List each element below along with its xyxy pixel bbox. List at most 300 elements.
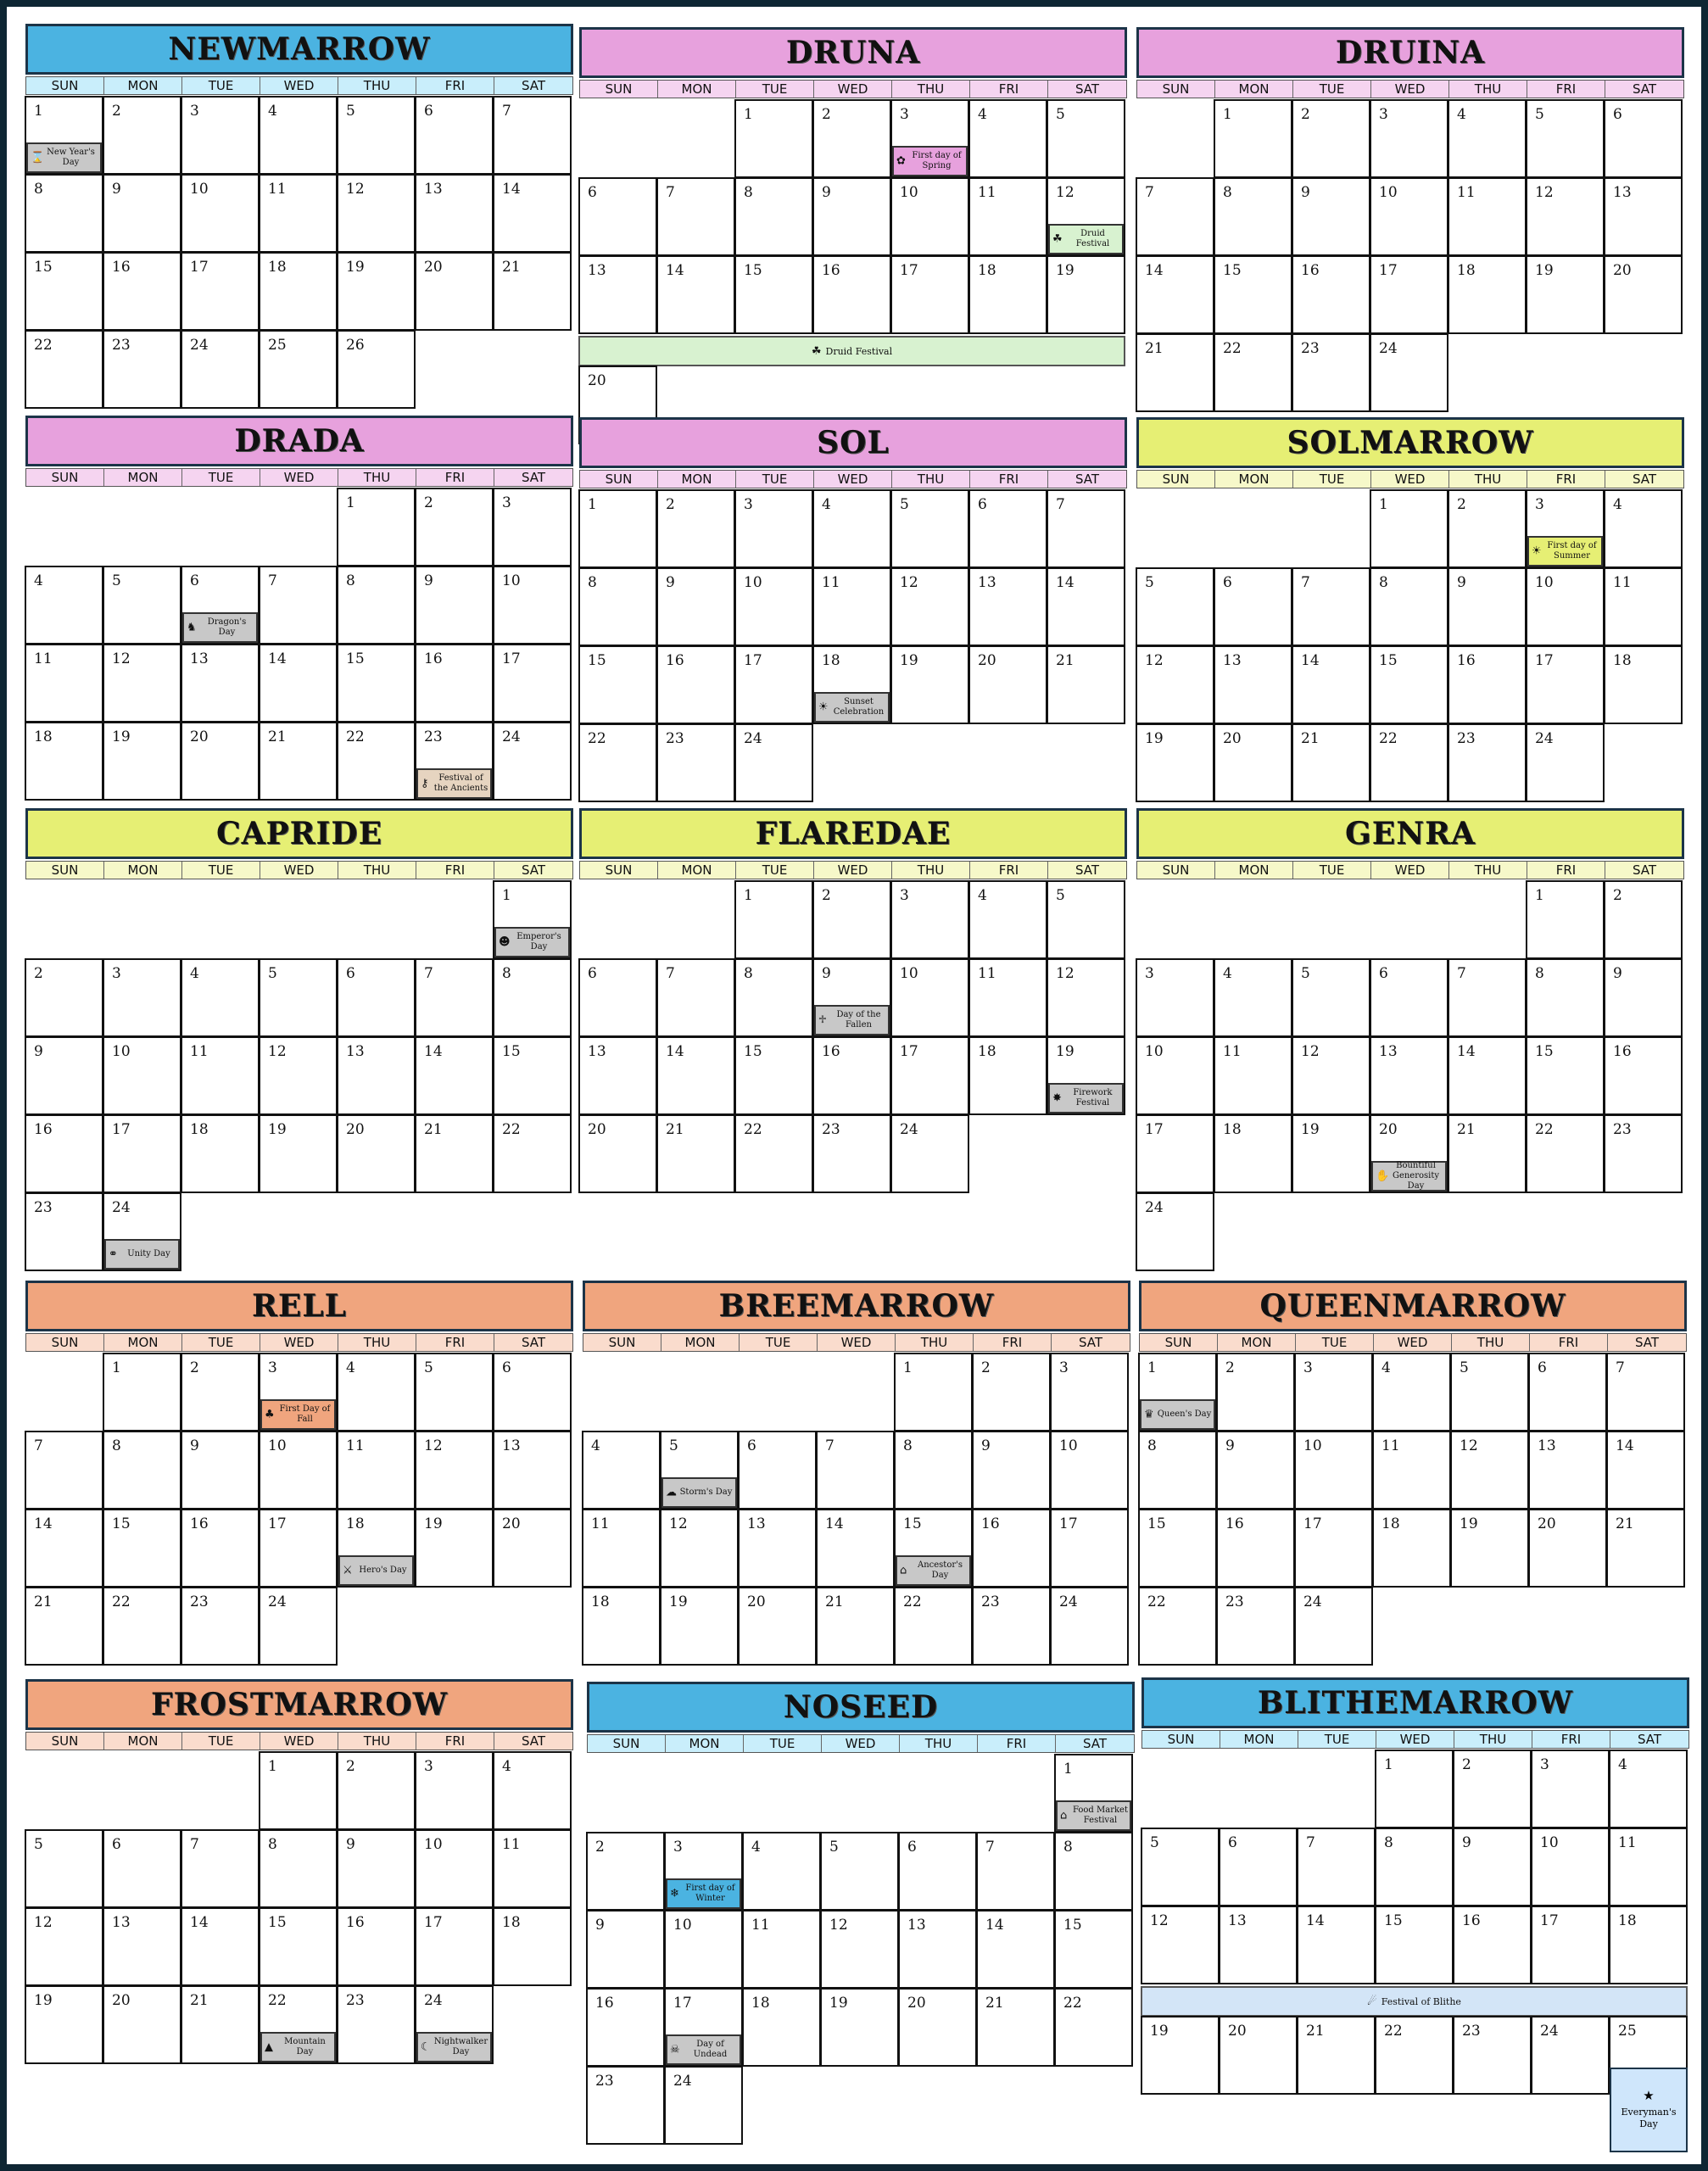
day-cell[interactable]: [1136, 567, 1214, 646]
day-cell[interactable]: [582, 1509, 661, 1588]
day-cell[interactable]: [816, 1431, 895, 1510]
day-cell[interactable]: [1219, 1828, 1298, 1906]
day-cell[interactable]: [812, 645, 891, 724]
day-cell[interactable]: [820, 1832, 899, 1911]
day-cell[interactable]: [578, 645, 657, 724]
day-cell[interactable]: [894, 1431, 973, 1510]
day-cell[interactable]: [415, 174, 494, 253]
day-cell[interactable]: [968, 489, 1047, 568]
day-cell[interactable]: [493, 722, 572, 801]
day-cell[interactable]: [664, 1910, 743, 1989]
day-cell[interactable]: [578, 1036, 657, 1115]
day-cell[interactable]: [1136, 723, 1214, 802]
day-cell[interactable]: [181, 1907, 260, 1986]
day-cell[interactable]: [103, 1907, 181, 1986]
day-cell[interactable]: [578, 1114, 657, 1193]
day-cell[interactable]: [493, 880, 572, 959]
day-cell[interactable]: [259, 722, 338, 801]
holiday-badge[interactable]: [1056, 1800, 1131, 1831]
day-cell[interactable]: [664, 2066, 743, 2145]
day-cell[interactable]: [1047, 99, 1125, 178]
day-cell[interactable]: [1375, 1828, 1454, 1906]
day-cell[interactable]: [1448, 1036, 1527, 1115]
day-cell[interactable]: [259, 252, 338, 331]
day-cell[interactable]: [1214, 567, 1292, 646]
day-cell[interactable]: [968, 567, 1047, 646]
day-cell[interactable]: [1370, 177, 1448, 256]
day-cell[interactable]: [1047, 177, 1125, 256]
day-cell[interactable]: [1292, 1114, 1370, 1193]
day-cell[interactable]: [415, 1829, 494, 1908]
day-cell[interactable]: [968, 1036, 1047, 1115]
day-cell[interactable]: [493, 1509, 572, 1588]
day-cell[interactable]: [660, 1587, 739, 1666]
day-cell[interactable]: [1604, 255, 1683, 334]
day-cell[interactable]: [812, 99, 891, 178]
day-cell[interactable]: [493, 1036, 572, 1115]
day-cell[interactable]: [1216, 1431, 1295, 1510]
day-cell[interactable]: [1609, 1828, 1688, 1906]
day-cell[interactable]: [493, 1353, 572, 1432]
day-cell[interactable]: [734, 567, 813, 646]
day-cell[interactable]: [812, 1036, 891, 1115]
day-cell[interactable]: [493, 1907, 572, 1986]
day-cell[interactable]: [181, 644, 260, 723]
day-cell[interactable]: [656, 177, 735, 256]
day-cell[interactable]: [1609, 1750, 1688, 1828]
day-cell[interactable]: [742, 1910, 821, 1989]
day-cell[interactable]: [1219, 1906, 1298, 1984]
day-cell[interactable]: [1214, 333, 1292, 412]
day-cell[interactable]: [734, 177, 813, 256]
day-cell[interactable]: [1448, 1114, 1527, 1193]
festival-banner[interactable]: [1141, 1986, 1688, 2017]
day-cell[interactable]: [1531, 2016, 1610, 2095]
day-cell[interactable]: [337, 958, 416, 1037]
day-cell[interactable]: [738, 1509, 817, 1588]
day-cell[interactable]: [816, 1509, 895, 1588]
day-cell[interactable]: [1214, 645, 1292, 724]
day-cell[interactable]: [1526, 99, 1605, 178]
day-cell[interactable]: [1604, 1114, 1683, 1193]
holiday-badge[interactable]: [1048, 224, 1124, 254]
day-cell[interactable]: [660, 1431, 739, 1510]
day-cell[interactable]: [1526, 645, 1605, 724]
day-cell[interactable]: [1219, 2016, 1298, 2095]
day-cell[interactable]: [259, 96, 338, 175]
day-cell[interactable]: [972, 1353, 1051, 1432]
day-cell[interactable]: [1526, 177, 1605, 256]
day-cell[interactable]: [415, 1431, 494, 1510]
day-cell[interactable]: [1297, 1906, 1376, 1984]
day-cell[interactable]: [259, 330, 338, 409]
day-cell[interactable]: [1453, 1828, 1532, 1906]
day-cell[interactable]: [1292, 177, 1370, 256]
day-cell[interactable]: [1214, 1114, 1292, 1193]
day-cell[interactable]: [25, 1036, 103, 1115]
day-cell[interactable]: [1054, 1910, 1133, 1989]
day-cell[interactable]: [1136, 1192, 1214, 1271]
day-cell[interactable]: [1448, 177, 1527, 256]
day-cell[interactable]: [1216, 1587, 1295, 1666]
day-cell[interactable]: [586, 1910, 665, 1989]
day-cell[interactable]: [493, 1431, 572, 1510]
day-cell[interactable]: [1047, 645, 1125, 724]
day-cell[interactable]: [415, 1114, 494, 1193]
day-cell[interactable]: [1216, 1353, 1295, 1432]
day-cell[interactable]: [894, 1587, 973, 1666]
day-cell[interactable]: [493, 958, 572, 1037]
day-cell[interactable]: [742, 1832, 821, 1911]
day-cell[interactable]: [415, 96, 494, 175]
day-cell[interactable]: [1526, 489, 1605, 568]
holiday-badge[interactable]: [896, 1555, 971, 1586]
holiday-badge[interactable]: [416, 768, 492, 799]
day-cell[interactable]: [337, 330, 416, 409]
day-cell[interactable]: [103, 1509, 181, 1588]
day-cell[interactable]: [1528, 1509, 1607, 1588]
holiday-badge[interactable]: [1527, 536, 1603, 566]
day-cell[interactable]: [890, 645, 969, 724]
day-cell[interactable]: [890, 177, 969, 256]
day-cell[interactable]: [890, 958, 969, 1037]
day-cell[interactable]: [493, 1829, 572, 1908]
day-cell[interactable]: [1604, 958, 1683, 1037]
day-cell[interactable]: [25, 1114, 103, 1193]
day-cell[interactable]: [968, 645, 1047, 724]
day-cell[interactable]: [259, 1985, 338, 2064]
day-cell[interactable]: [337, 1431, 416, 1510]
day-cell[interactable]: [1047, 567, 1125, 646]
day-cell[interactable]: [890, 880, 969, 959]
day-cell[interactable]: [1138, 1587, 1217, 1666]
day-cell[interactable]: [103, 96, 181, 175]
day-cell[interactable]: [1292, 1036, 1370, 1115]
day-cell[interactable]: [820, 1988, 899, 2067]
day-cell[interactable]: [656, 1036, 735, 1115]
day-cell[interactable]: [337, 174, 416, 253]
day-cell[interactable]: [337, 1114, 416, 1193]
day-cell[interactable]: [493, 174, 572, 253]
day-cell[interactable]: [968, 99, 1047, 178]
day-cell[interactable]: [1292, 567, 1370, 646]
day-cell[interactable]: [259, 1353, 338, 1432]
day-cell[interactable]: [25, 1587, 103, 1666]
day-cell[interactable]: [25, 1907, 103, 1986]
day-cell[interactable]: [1370, 645, 1448, 724]
day-cell[interactable]: [1528, 1431, 1607, 1510]
day-cell[interactable]: [415, 1907, 494, 1986]
day-cell[interactable]: [103, 330, 181, 409]
day-cell[interactable]: [415, 958, 494, 1037]
day-cell[interactable]: [337, 1751, 416, 1830]
day-cell[interactable]: [1214, 1036, 1292, 1115]
day-cell[interactable]: [1526, 255, 1605, 334]
day-cell[interactable]: [1294, 1431, 1373, 1510]
day-cell[interactable]: [1136, 177, 1214, 256]
day-cell[interactable]: [415, 1353, 494, 1432]
day-cell[interactable]: [103, 1431, 181, 1510]
day-cell[interactable]: [25, 958, 103, 1037]
holiday-badge[interactable]: [260, 1399, 336, 1430]
day-cell[interactable]: [1047, 1036, 1125, 1115]
day-cell[interactable]: [738, 1431, 817, 1510]
day-cell[interactable]: [890, 1114, 969, 1193]
day-cell[interactable]: [1050, 1431, 1129, 1510]
holiday-badge[interactable]: [814, 1005, 890, 1035]
day-cell[interactable]: [1141, 1828, 1220, 1906]
day-cell[interactable]: [1136, 255, 1214, 334]
day-cell[interactable]: [1047, 958, 1125, 1037]
day-cell[interactable]: [337, 566, 416, 645]
day-cell[interactable]: [1450, 1431, 1529, 1510]
day-cell[interactable]: [259, 1114, 338, 1193]
day-cell[interactable]: [337, 1829, 416, 1908]
day-cell[interactable]: [1606, 1431, 1685, 1510]
day-cell[interactable]: [1609, 1906, 1688, 1984]
day-cell[interactable]: [664, 1988, 743, 2067]
holiday-badge[interactable]: [182, 612, 258, 643]
day-cell[interactable]: [968, 177, 1047, 256]
day-cell[interactable]: [1054, 1988, 1133, 2067]
day-cell[interactable]: [1528, 1353, 1607, 1432]
holiday-badge[interactable]: [1048, 1083, 1124, 1113]
day-cell[interactable]: [1604, 177, 1683, 256]
day-cell[interactable]: [734, 489, 813, 568]
day-cell[interactable]: [1526, 567, 1605, 646]
day-cell[interactable]: [103, 1114, 181, 1193]
day-cell[interactable]: [25, 644, 103, 723]
day-cell[interactable]: [1448, 489, 1527, 568]
day-cell[interactable]: [1606, 1353, 1685, 1432]
day-cell[interactable]: [1370, 958, 1448, 1037]
day-cell[interactable]: [181, 722, 260, 801]
day-cell[interactable]: [890, 99, 969, 178]
day-cell[interactable]: [1526, 723, 1605, 802]
day-cell[interactable]: [493, 1751, 572, 1830]
day-cell[interactable]: [1531, 1906, 1610, 1984]
day-cell[interactable]: [812, 177, 891, 256]
day-cell[interactable]: [1606, 1509, 1685, 1588]
day-cell[interactable]: [103, 1353, 181, 1432]
day-cell[interactable]: [1453, 1750, 1532, 1828]
day-cell[interactable]: [812, 958, 891, 1037]
festival-banner[interactable]: [578, 336, 1125, 366]
day-cell[interactable]: [578, 255, 657, 334]
day-cell[interactable]: [656, 958, 735, 1037]
day-cell[interactable]: [259, 1036, 338, 1115]
day-cell[interactable]: [734, 645, 813, 724]
day-cell[interactable]: [812, 567, 891, 646]
day-cell[interactable]: [1136, 645, 1214, 724]
day-cell[interactable]: [1054, 1754, 1133, 1833]
day-cell[interactable]: [181, 1036, 260, 1115]
day-cell[interactable]: [1372, 1431, 1451, 1510]
day-cell[interactable]: [415, 252, 494, 331]
holiday-badge[interactable]: [260, 2032, 336, 2062]
day-cell[interactable]: [1526, 880, 1605, 959]
day-cell[interactable]: [181, 1985, 260, 2064]
day-cell[interactable]: [1297, 1828, 1376, 1906]
day-cell[interactable]: [1292, 958, 1370, 1037]
day-cell[interactable]: [894, 1509, 973, 1588]
day-cell[interactable]: [181, 96, 260, 175]
day-cell[interactable]: [25, 1509, 103, 1588]
day-cell[interactable]: [820, 1910, 899, 1989]
day-cell[interactable]: [1448, 958, 1527, 1037]
day-cell[interactable]: [493, 96, 572, 175]
day-cell[interactable]: [259, 174, 338, 253]
day-cell[interactable]: [259, 644, 338, 723]
day-cell[interactable]: [1370, 333, 1448, 412]
day-cell[interactable]: [660, 1509, 739, 1588]
day-cell[interactable]: [415, 1509, 494, 1588]
day-cell[interactable]: [812, 1114, 891, 1193]
day-cell[interactable]: [1375, 2016, 1454, 2095]
day-cell[interactable]: [337, 96, 416, 175]
holiday-badge[interactable]: [814, 692, 890, 723]
day-cell[interactable]: [816, 1587, 895, 1666]
day-cell[interactable]: [25, 252, 103, 331]
day-cell[interactable]: [1372, 1509, 1451, 1588]
day-cell[interactable]: [259, 1509, 338, 1588]
day-cell[interactable]: [415, 1985, 494, 2064]
day-cell[interactable]: [25, 1829, 103, 1908]
day-cell[interactable]: [103, 174, 181, 253]
day-cell[interactable]: [1136, 333, 1214, 412]
day-cell[interactable]: [734, 1114, 813, 1193]
day-cell[interactable]: [25, 330, 103, 409]
day-cell[interactable]: [578, 489, 657, 568]
day-cell[interactable]: [259, 1431, 338, 1510]
day-cell[interactable]: [1450, 1509, 1529, 1588]
day-cell[interactable]: [812, 255, 891, 334]
holiday-badge[interactable]: [1371, 1161, 1447, 1192]
day-cell[interactable]: [181, 1829, 260, 1908]
day-cell[interactable]: [1453, 2016, 1532, 2095]
day-cell[interactable]: [181, 174, 260, 253]
day-cell[interactable]: [890, 489, 969, 568]
day-cell[interactable]: [25, 96, 103, 175]
day-cell[interactable]: [1138, 1509, 1217, 1588]
day-cell[interactable]: [493, 488, 572, 566]
day-cell[interactable]: [181, 1114, 260, 1193]
holiday-badge[interactable]: [666, 1878, 741, 1909]
day-cell[interactable]: [1453, 1906, 1532, 1984]
day-cell[interactable]: [1370, 1114, 1448, 1193]
day-cell[interactable]: [1294, 1509, 1373, 1588]
day-cell[interactable]: [656, 567, 735, 646]
day-cell[interactable]: [1372, 1353, 1451, 1432]
holiday-badge[interactable]: [104, 1239, 180, 1270]
day-cell[interactable]: [1050, 1509, 1129, 1588]
day-cell[interactable]: [337, 1036, 416, 1115]
day-cell[interactable]: [1450, 1353, 1529, 1432]
holiday-badge[interactable]: [1140, 1399, 1215, 1430]
day-cell[interactable]: [1047, 880, 1125, 959]
day-cell[interactable]: [337, 252, 416, 331]
day-cell[interactable]: [25, 722, 103, 801]
day-cell[interactable]: [181, 1509, 260, 1588]
day-cell[interactable]: [1047, 489, 1125, 568]
day-cell[interactable]: [1214, 177, 1292, 256]
day-cell[interactable]: [1526, 1036, 1605, 1115]
day-cell[interactable]: [976, 1832, 1055, 1911]
day-cell[interactable]: [1531, 1828, 1610, 1906]
holiday-badge[interactable]: [892, 146, 968, 176]
day-cell[interactable]: [103, 1985, 181, 2064]
day-cell[interactable]: [1050, 1353, 1129, 1432]
day-cell[interactable]: [337, 1907, 416, 1986]
day-cell[interactable]: [25, 1431, 103, 1510]
day-cell[interactable]: [415, 1751, 494, 1830]
day-cell[interactable]: [1141, 1906, 1220, 1984]
holiday-badge[interactable]: [26, 142, 102, 173]
day-cell[interactable]: [734, 99, 813, 178]
day-cell[interactable]: [812, 489, 891, 568]
day-cell[interactable]: [1604, 99, 1683, 178]
day-cell[interactable]: [1604, 1036, 1683, 1115]
day-cell[interactable]: [1054, 1832, 1133, 1911]
day-cell[interactable]: [493, 566, 572, 645]
day-cell[interactable]: [415, 566, 494, 645]
day-cell[interactable]: [1294, 1353, 1373, 1432]
day-cell[interactable]: [493, 644, 572, 723]
day-cell[interactable]: [1050, 1587, 1129, 1666]
day-cell[interactable]: [181, 1431, 260, 1510]
day-cell[interactable]: [337, 722, 416, 801]
day-cell[interactable]: [582, 1431, 661, 1510]
day-cell[interactable]: [103, 1036, 181, 1115]
day-cell[interactable]: [415, 722, 494, 801]
day-cell[interactable]: [586, 1988, 665, 2067]
day-cell[interactable]: [1370, 1036, 1448, 1115]
day-cell[interactable]: [894, 1353, 973, 1432]
day-cell[interactable]: [890, 255, 969, 334]
day-cell[interactable]: [1136, 1114, 1214, 1193]
day-cell[interactable]: [664, 1832, 743, 1911]
day-cell[interactable]: [1141, 2016, 1220, 2095]
day-cell[interactable]: [337, 1509, 416, 1588]
day-cell[interactable]: [1604, 645, 1683, 724]
day-cell[interactable]: [1216, 1509, 1295, 1588]
day-cell[interactable]: [738, 1587, 817, 1666]
day-cell[interactable]: [578, 723, 657, 802]
day-cell[interactable]: [976, 1988, 1055, 2067]
day-cell[interactable]: [1214, 255, 1292, 334]
day-cell[interactable]: [337, 1353, 416, 1432]
holiday-badge[interactable]: [494, 927, 570, 957]
day-cell[interactable]: [578, 567, 657, 646]
day-cell[interactable]: [181, 958, 260, 1037]
holiday-badge[interactable]: [338, 1555, 414, 1586]
day-cell[interactable]: [181, 1353, 260, 1432]
day-cell[interactable]: [890, 1036, 969, 1115]
day-cell[interactable]: [103, 644, 181, 723]
day-cell[interactable]: [1138, 1431, 1217, 1510]
day-cell[interactable]: [578, 177, 657, 256]
day-cell[interactable]: [103, 1587, 181, 1666]
day-cell[interactable]: [1292, 255, 1370, 334]
day-cell[interactable]: [259, 1907, 338, 1986]
holiday-badge[interactable]: [661, 1477, 737, 1508]
day-cell[interactable]: [968, 880, 1047, 959]
day-cell[interactable]: [181, 330, 260, 409]
day-cell[interactable]: [656, 645, 735, 724]
day-cell[interactable]: [25, 566, 103, 645]
day-cell[interactable]: [181, 252, 260, 331]
day-cell[interactable]: [734, 958, 813, 1037]
